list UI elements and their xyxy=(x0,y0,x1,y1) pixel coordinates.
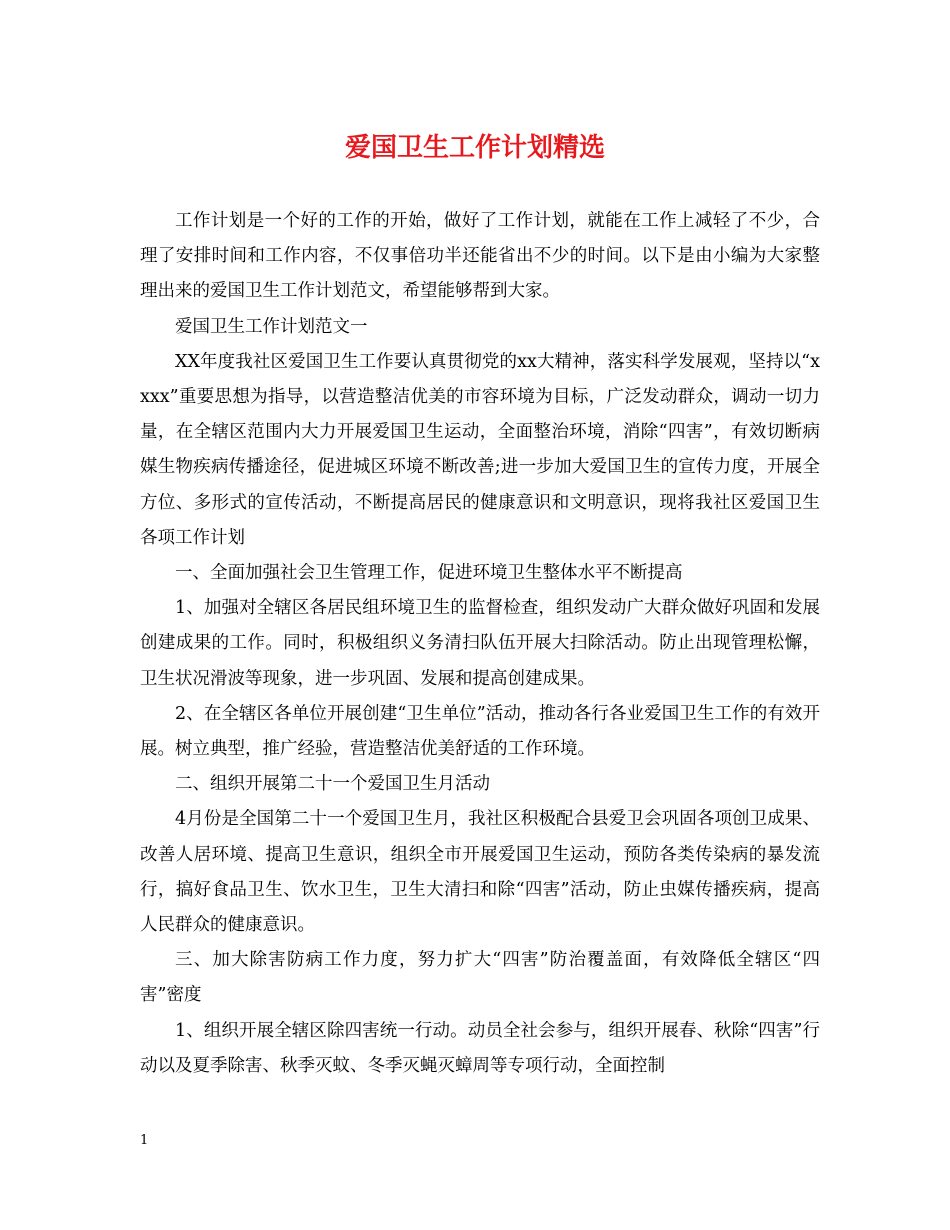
paragraph-sample-heading: 爱国卫生工作计划范文一 xyxy=(175,316,368,337)
paragraph-section-2-body: 4月份是全国第二十一个爱国卫生月，我社区积极配合县爱卫会巩固各项创卫成果、改善人居环境、提高卫生意识，组织全市开展爱国卫生运动，预防各类传染病的暴发流行，搞好食品卫生、饮水卫生，卫生大清扫和除“四害”活动，防止虫媒传播疾病，提高人民群众的健康意识。 xyxy=(140,809,820,936)
paragraph-section-3-heading: 三、加大除害防病工作力度，努力扩大“四害”防治覆盖面，有效降低全辖区“四害”密度 xyxy=(140,950,820,1006)
paragraph-section-1-item-1: 1、加强对全辖区各居民组环境卫生的监督检查，组织发动广大群众做好巩固和发展创建成果的工作。同时，积极组织义务清扫队伍开展大扫除活动。防止出现管理松懈，卫生状况滑波等现象，进一步巩固、发展和提高创建成果。 xyxy=(140,598,820,689)
document-title: 爱国卫生工作计划精选 xyxy=(344,133,605,163)
document-body xyxy=(140,204,820,1084)
paragraph-intro: 工作计划是一个好的工作的开始，做好了工作计划，就能在工作上减轻了不少，合理了安排时间和工作内容，不仅事倍功半还能省出不少的时间。以下是由小编为大家整理出来的爱国卫生工作计划范文，希望能够帮到大家。 xyxy=(140,211,820,302)
paragraph-section-1-item-2: 2、在全辖区各单位开展创建“卫生单位”活动，推动各行各业爱国卫生工作的有效开展。树立典型，推广经验，营造整洁优美舒适的工作环境。 xyxy=(140,703,820,760)
paragraph-section-3-item-1: 1、组织开展全辖区除四害统一行动。动员全社会参与，组织开展春、秋除“四害”行动以及夏季除害、秋季灭蚊、冬季灭蝇灭蟑周等专项行动，全面控制 xyxy=(140,1020,820,1076)
paragraph-section-1-heading: 一、全面加强社会卫生管理工作，促进环境卫生整体水平不断提高 xyxy=(175,563,683,584)
paragraph-annual-plan: XX年度我社区爱国卫生工作要认真贯彻党的xx大精神，落实科学发展观，坚持以“xxxx”重要思想为指导，以营造整洁优美的市容环境为目标，广泛发动群众，调动一切力量，在全辖区范围内大力开展爱国卫生运动，全面整治环境，消除“四害”，有效切断病媒生物疾病传播途径，促进城区环境不断改善;进一步加大爱国卫生的宣传力度，开展全方位、多形式的宣传活动，不断提高居民的健康意识和文明意识，现将我社区爱国卫生各项工作计划 xyxy=(140,351,820,548)
page-number: 1 xyxy=(140,1133,149,1148)
paragraph-section-2-heading: 二、组织开展第二十一个爱国卫生月活动 xyxy=(175,774,490,795)
